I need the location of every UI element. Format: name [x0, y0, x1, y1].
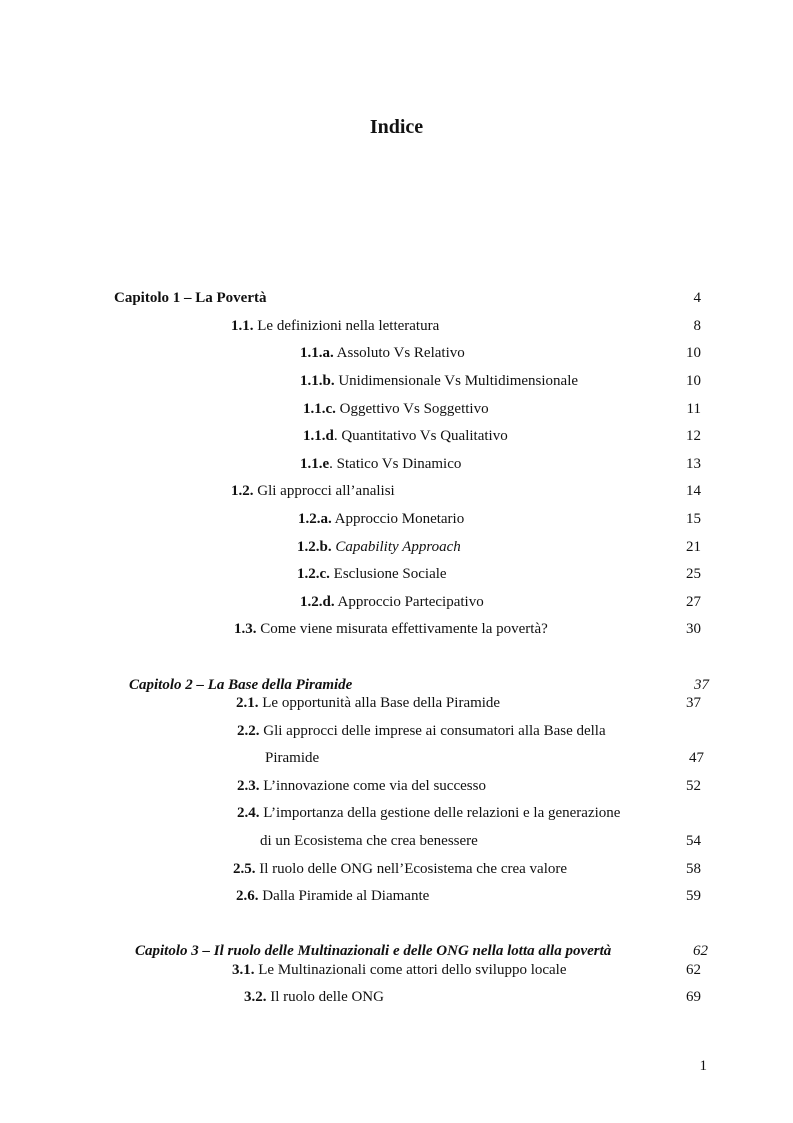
toc-page-3-1: 62	[686, 962, 701, 978]
toc-page-2-6: 59	[686, 888, 701, 904]
chapter-2-page: 37	[694, 677, 709, 693]
toc-entry-2-4-continued: di un Ecosistema che crea benessere	[260, 833, 478, 849]
toc-entry-1-2-b	[297, 538, 461, 556]
section-title: Oggettivo Vs Soggettivo	[335, 401, 489, 417]
section-number: 1.2.d.	[300, 594, 335, 610]
chapter-3-title: Capitolo 3 – Il ruolo delle Multinazionali e delle ONG nella lotta alla povertà	[135, 943, 612, 959]
section-number: 1.2.a.	[298, 511, 332, 527]
toc-entry-2-3	[237, 777, 486, 795]
toc-entry-1-2-d	[300, 593, 484, 611]
section-title: Gli approcci delle imprese ai consumatori alla Base della	[259, 723, 606, 739]
toc-entry-2-6	[236, 887, 429, 905]
section-title: Approccio Monetario	[331, 511, 465, 527]
toc-page-1-3: 30	[686, 621, 701, 637]
section-title: Capability Approach	[335, 539, 461, 555]
toc-entry-1-1-a	[300, 344, 465, 362]
toc-entry-1-1-c	[303, 400, 489, 418]
section-title: . Statico Vs Dinamico	[329, 456, 462, 472]
toc-entry-3-2	[244, 988, 384, 1006]
toc-entry-2-5	[233, 860, 567, 878]
toc-entry-1-2	[231, 482, 395, 500]
section-number: 2.3.	[237, 778, 260, 794]
toc-entry-1-2-c	[297, 565, 447, 583]
toc-page-1-2-d: 27	[686, 594, 701, 610]
toc-entry-1-1-e	[300, 455, 461, 473]
section-number: 3.1.	[232, 962, 255, 978]
toc-page-1-2: 14	[686, 483, 701, 499]
page-number: 1	[699, 1058, 707, 1074]
toc-page-1-1: 8	[693, 318, 701, 334]
section-title: Il ruolo delle ONG nell’Ecosistema che crea valore	[255, 861, 568, 877]
section-title: Come viene misurata effettivamente la povertà?	[256, 621, 548, 637]
section-title: Le opportunità alla Base della Piramide	[258, 695, 501, 711]
toc-entry-2-1	[236, 694, 500, 712]
section-number: 1.1.b.	[300, 373, 335, 389]
toc-page-1-2-a: 15	[686, 511, 701, 527]
toc-page-2-3: 52	[686, 778, 701, 794]
section-number: 1.3.	[234, 621, 257, 637]
section-title: Il ruolo delle ONG	[266, 989, 384, 1005]
section-title: Approccio Partecipativo	[334, 594, 484, 610]
toc-page-2-5: 58	[686, 861, 701, 877]
toc-entry-2-2	[237, 722, 606, 740]
toc-page-1-2-b: 21	[686, 539, 701, 555]
chapter-2-title: Capitolo 2 – La Base della Piramide	[129, 677, 353, 693]
toc-entry-3-1	[232, 961, 567, 979]
toc-page-1-1-c: 11	[686, 401, 701, 417]
chapter-1-page: 4	[693, 290, 701, 306]
toc-entry-1-1-b	[300, 372, 578, 390]
toc-entry-2-2-continued: Piramide	[265, 750, 320, 766]
toc-page-1-1-a: 10	[686, 345, 701, 361]
section-number: 3.2.	[244, 989, 267, 1005]
section-title: Le Multinazionali come attori dello sviluppo locale	[254, 962, 567, 978]
toc-entry-1-1	[231, 317, 439, 335]
section-number: 1.2.b.	[297, 539, 332, 555]
section-title: L’innovazione come via del successo	[259, 778, 486, 794]
section-number: 1.2.	[231, 483, 254, 499]
toc-entry-1-3	[234, 620, 548, 638]
section-number: 1.1.d	[303, 428, 334, 444]
section-number: 1.1.	[231, 318, 254, 334]
toc-page-1-1-e: 13	[686, 456, 701, 472]
toc-page-2-4: 54	[686, 833, 701, 849]
toc-entry-1-1-d	[303, 427, 508, 445]
section-number: 1.2.c.	[297, 566, 330, 582]
toc-page-1-2-c: 25	[686, 566, 701, 582]
section-title: Dalla Piramide al Diamante	[258, 888, 430, 904]
section-number: 1.1.c.	[303, 401, 336, 417]
toc-page-2-1: 37	[686, 695, 701, 711]
section-number: 2.4.	[237, 805, 260, 821]
section-title: Esclusione Sociale	[329, 566, 447, 582]
toc-page-1-1-b: 10	[686, 373, 701, 389]
section-number: 1.1.e	[300, 456, 330, 472]
section-number: 2.1.	[236, 695, 259, 711]
section-number: 1.1.a.	[300, 345, 334, 361]
section-number: 2.5.	[233, 861, 256, 877]
toc-entry-2-4	[237, 804, 620, 822]
chapter-3-page: 62	[693, 943, 708, 959]
section-title: Assoluto Vs Relativo	[333, 345, 465, 361]
section-number: 2.2.	[237, 723, 260, 739]
section-title: Gli approcci all’analisi	[253, 483, 395, 499]
section-title: L’importanza della gestione delle relazioni e la generazione	[259, 805, 621, 821]
toc-page-2-2: 47	[689, 750, 704, 766]
page-title: Indice	[369, 116, 424, 138]
toc-page-1-1-d: 12	[686, 428, 701, 444]
toc-page-3-2: 69	[686, 989, 701, 1005]
section-number: 2.6.	[236, 888, 259, 904]
section-title: Le definizioni nella letteratura	[253, 318, 440, 334]
toc-entry-1-2-a	[298, 510, 464, 528]
section-title: Unidimensionale Vs Multidimensionale	[334, 373, 579, 389]
section-title: . Quantitativo Vs Qualitativo	[333, 428, 508, 444]
chapter-1-title: Capitolo 1 – La Povertà	[114, 290, 267, 306]
